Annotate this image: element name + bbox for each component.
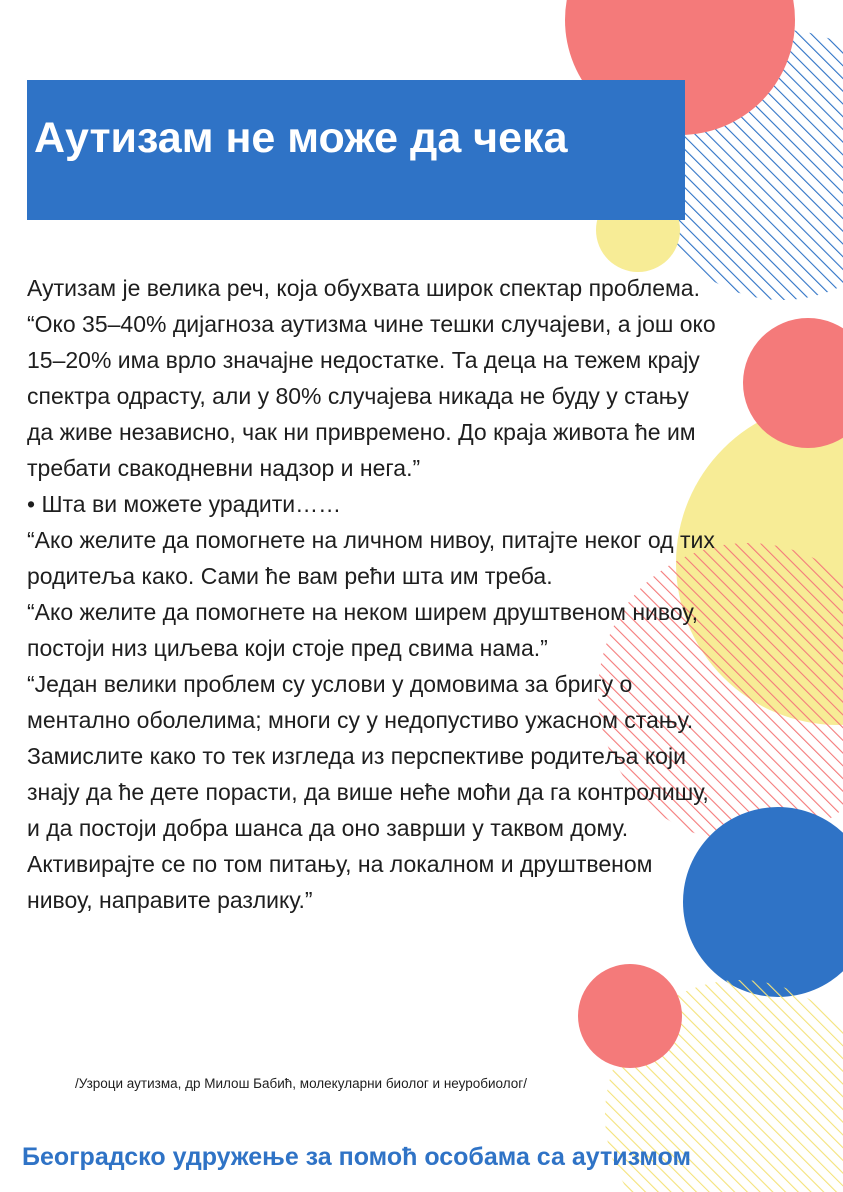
citation: /Узроци аутизма, др Милош Бабић, молекуларни биолог и неуробиолог/ [75, 1076, 527, 1091]
social-help-paragraph: “Ако желите да помогнете на неком ширем друштвеном нивоу, постоји низ циљева који стоје пред свима нама.” [27, 599, 698, 661]
intro-paragraph: Аутизам је велика реч, која обухвата широк спектар проблема. “Око 35–40% дијагноза аутизма чине тешки случајеви, а још око 15–20% има врло значајне недостатке. Та деца на тежем крају спектра одрасту, али у 80% случајева никада не буду у стању да живе независно, чак ни привремено. До краја живота ће им требати свакодневни надзор и нега.” [27, 275, 716, 481]
title-banner [27, 80, 685, 220]
article-body [27, 270, 717, 918]
care-homes-paragraph: “Један велики проблем су услови у домовима за бригу о ментално оболелима; многи су у недопустиво ужасном стању. Замислите како то тек изгледа из перспективе родитеља који знају да ће дете порасти, да више неће моћи да га контролишу, и да постоји добра шанса да оно заврши у таквом дому. Активирајте се по том питању, на локалном и друштвеном нивоу, направите разлику.” [27, 671, 709, 913]
what-can-you-do-bullet: • Шта ви можете урадити…… [27, 491, 342, 517]
page-title: Аутизам не може да чека [34, 114, 568, 162]
organization-footer: Београдско удружење за помоћ особама са аутизмом [22, 1143, 691, 1171]
personal-help-paragraph: “Ако желите да помогнете на личном нивоу, питајте неког од тих родитеља како. Сами ће вам рећи шта им треба. [27, 527, 715, 589]
bottom-red-circle [578, 964, 682, 1068]
